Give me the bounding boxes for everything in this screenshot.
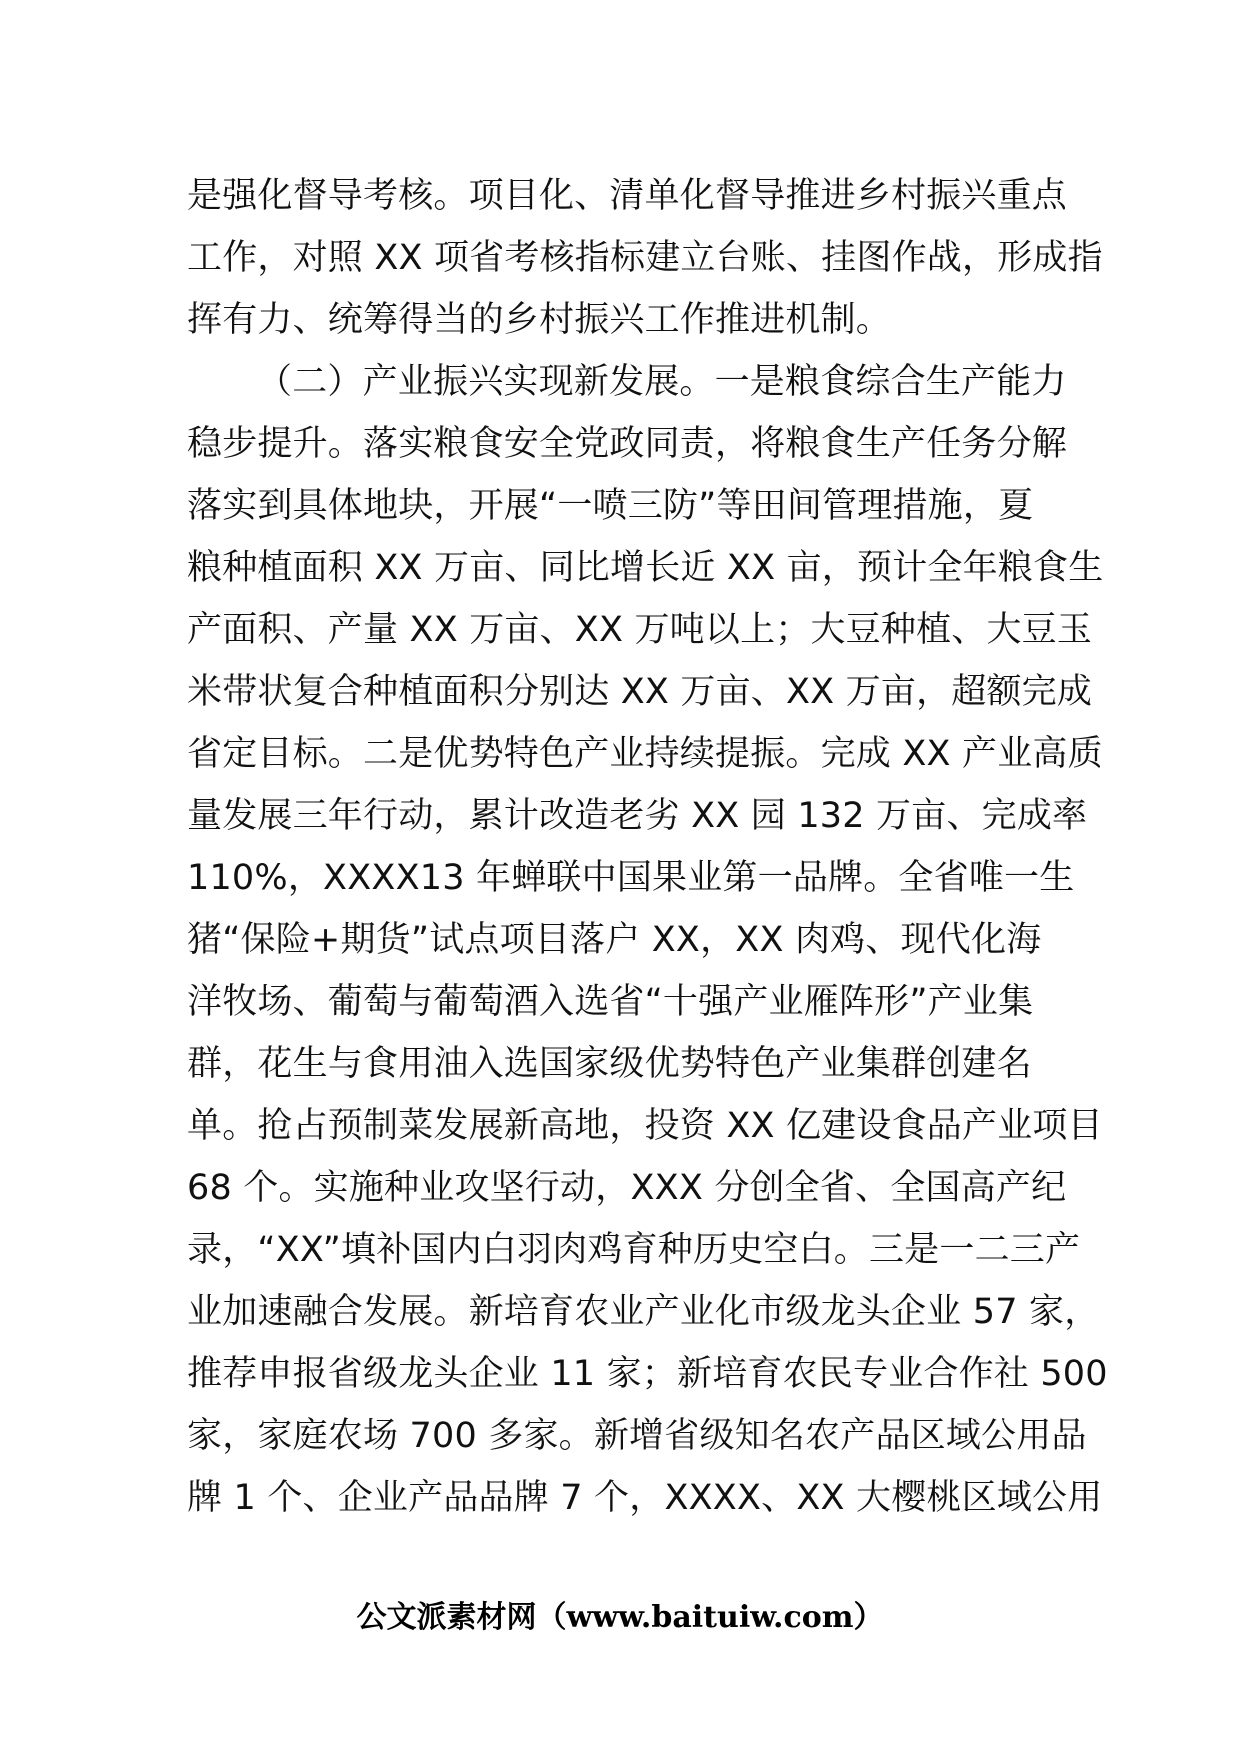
text-line: 家，家庭农场 700 多家。新增省级知名农产品区域公用品	[187, 1416, 1087, 1456]
text-line: 稳步提升。落实粮食安全党政同责，将粮食生产任务分解	[187, 424, 1068, 464]
body-text	[187, 165, 1108, 1529]
text-line: 落实到具体地块，开展“一喷三防”等田间管理措施，夏	[187, 486, 1034, 526]
text-line: 省定目标。二是优势特色产业持续提振。完成 XX 产业高质	[187, 734, 1103, 774]
text-line: 业加速融合发展。新培育农业产业化市级龙头企业 57 家，	[187, 1292, 1100, 1332]
text-line: 挥有力、统筹得当的乡村振兴工作推进机制。	[187, 300, 892, 340]
text-line: 推荐申报省级龙头企业 11 家；新培育农民专业合作社 500	[187, 1354, 1108, 1394]
section-heading-line: （二）产业振兴实现新发展。一是粮食综合生产能力	[257, 362, 1067, 402]
text-line: 洋牧场、葡萄与葡萄酒入选省“十强产业雁阵形”产业集	[187, 982, 1034, 1022]
text-line: 粮种植面积 XX 万亩、同比增长近 XX 亩，预计全年粮食生	[187, 548, 1104, 588]
text-line: 单。抢占预制菜发展新高地，投资 XX 亿建设食品产业项目	[187, 1106, 1103, 1146]
text-line: 米带状复合种植面积分别达 XX 万亩、XX 万亩，超额完成	[187, 672, 1093, 712]
text-line: 工作，对照 XX 项省考核指标建立台账、挂图作战，形成指	[187, 238, 1103, 278]
text-line: 群，花生与食用油入选国家级优势特色产业集群创建名	[187, 1044, 1032, 1084]
text-line: 牌 1 个、企业产品品牌 7 个，XXXX、XX 大樱桃区域公用	[187, 1478, 1103, 1518]
text-line: 产面积、产量 XX 万亩、XX 万吨以上；大豆种植、大豆玉	[187, 610, 1093, 650]
text-line: 110%，XXXX13 年蝉联中国果业第一品牌。全省唯一生	[187, 858, 1075, 898]
text-line: 录，“XX”填补国内白羽肉鸡育种历史空白。三是一二三产	[187, 1230, 1081, 1270]
text-line: 猪“保险+期货”试点项目落户 XX，XX 肉鸡、现代化海	[187, 920, 1042, 960]
text-line: 是强化督导考核。项目化、清单化督导推进乡村振兴重点	[187, 176, 1068, 216]
text-line: 68 个。实施种业攻坚行动，XXX 分创全省、全国高产纪	[187, 1168, 1067, 1208]
text-line: 量发展三年行动，累计改造老劣 XX 园 132 万亩、完成率	[187, 796, 1088, 836]
footer-watermark: 公文派素材网（www.baituiw.com）	[356, 1600, 884, 1635]
